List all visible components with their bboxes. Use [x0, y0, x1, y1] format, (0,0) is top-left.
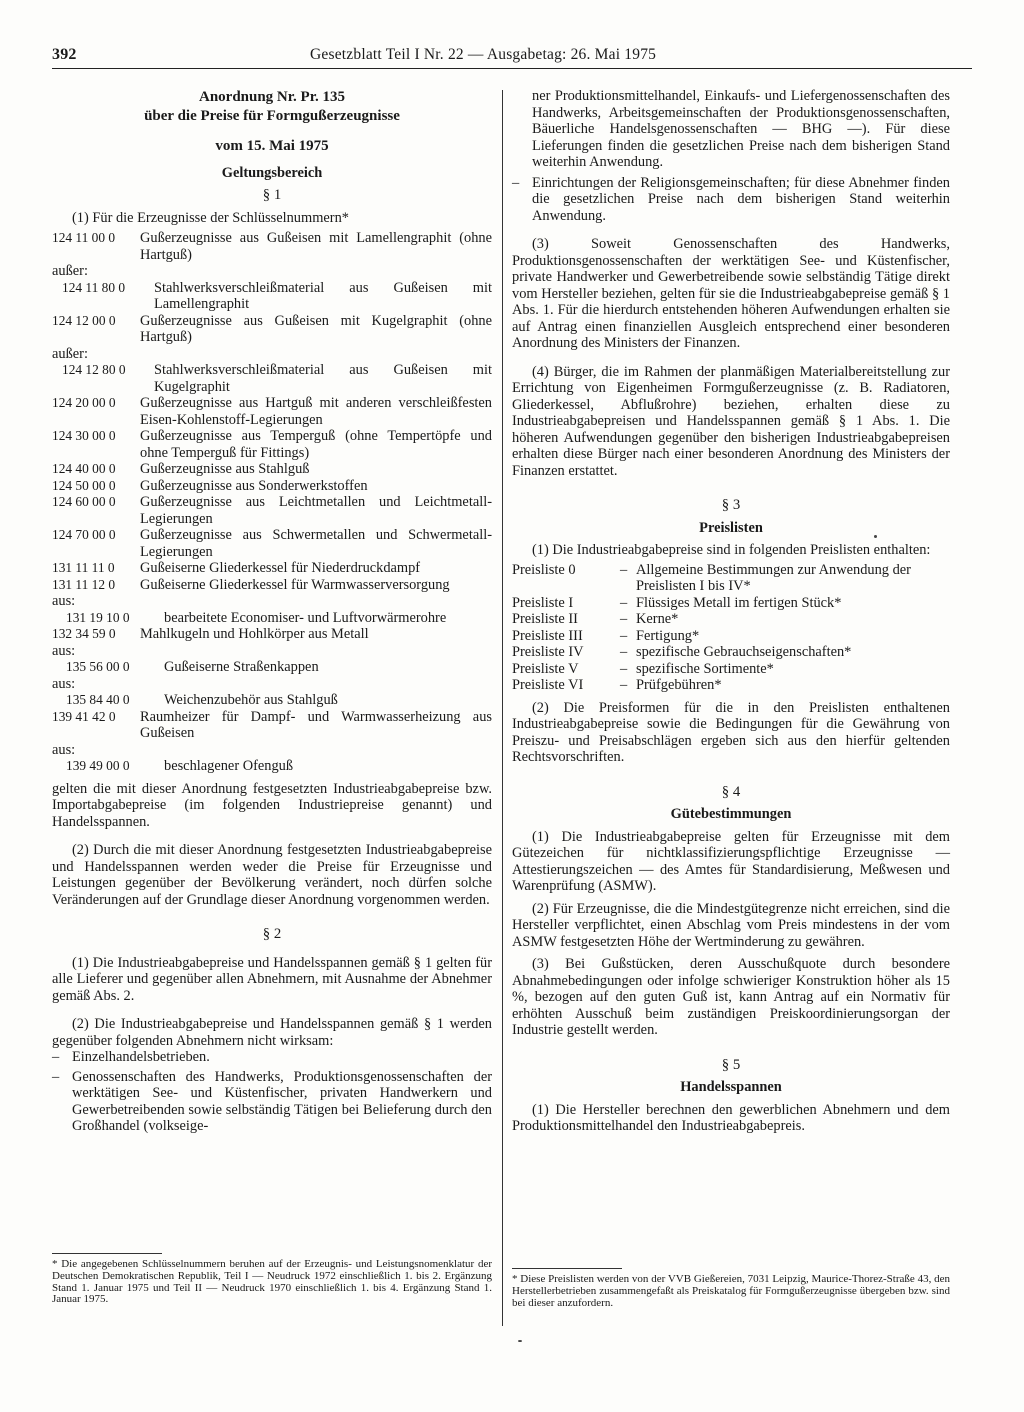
- product-code-row: [52, 230, 492, 263]
- product-code-row: [52, 461, 492, 478]
- section-4-para-2: (2) Für Erzeugnisse, die die Mindestgütegrenze nicht erreichen, sind die Hersteller verpflichtet, einen Abschlag vom Preis mindestens in der vom ASMW festgesetzten Höhe der Wertminderung zu gewähren.: [512, 900, 950, 950]
- scan-speck: [518, 1340, 522, 1342]
- product-code-row: [52, 626, 492, 643]
- product-description: Gußeiserne Straßenkappen: [164, 659, 319, 675]
- section-3-para-1: (1) Die Industrieabgabepreise sind in folgenden Preislisten enthalten:: [532, 542, 931, 558]
- price-list-name: Preisliste IV: [512, 644, 584, 660]
- product-description: Gußerzeugnisse aus Gußeisen mit Lamellengraphit (ohne Hartguß): [140, 230, 492, 263]
- price-list-name: Preisliste I: [512, 594, 574, 611]
- price-list-description: Prüfgebühren*: [636, 677, 722, 693]
- product-code: 124 30 00 0: [52, 428, 116, 443]
- product-code-list: [52, 230, 492, 775]
- price-list-name: Preisliste VI: [512, 677, 584, 693]
- price-list-row: [512, 628, 950, 645]
- code-qualifier: aus:: [52, 741, 76, 758]
- footnote-rule-right: [512, 1268, 622, 1269]
- footnote-left: * Die angegebenen Schlüsselnummern beruhen auf der Erzeugnis- und Leistungsnomenklatur der Deutschen Demokratischen Republik, Teil I — Neudruck 1972 einschließlich 1. bis 2. Ergänzung Stand 1. Januar 1975 und Teil II — Neudruck 1970 einschließlich 1. bis 4. Ergänzung Stand 1. Januar 1975.: [52, 1258, 492, 1306]
- product-code-row: [52, 610, 492, 627]
- product-description: Gußerzeugnisse aus Temperguß (ohne Tempertöpfe und ohne Temperguß für Fittings): [140, 428, 492, 461]
- heading-geltungsbereich: Geltungsbereich: [221, 164, 323, 181]
- product-code-row: [52, 395, 492, 428]
- product-code-row: [52, 758, 492, 775]
- product-code: 135 56 00 0: [66, 659, 130, 674]
- product-code-row: [52, 362, 492, 395]
- product-code: 124 20 00 0: [52, 395, 116, 410]
- product-description: Weichenzubehör aus Stahlguß: [164, 692, 338, 708]
- price-list-description: spezifische Gebrauchseigenschaften*: [636, 644, 852, 660]
- dash-marker: –: [52, 1049, 60, 1065]
- section-4-heading: § 4: [721, 783, 741, 800]
- dash-marker: –: [52, 1068, 60, 1085]
- product-code: 139 49 00 0: [66, 758, 130, 773]
- section-4-para-1: (1) Die Industrieabgabepreise gelten für Erzeugnisse mit dem Gütezeichen für nichtklassifizierungspflichtige Erzeugnisse — Attestierungszeichen — des Amtes für Standardisierung, Meßwesen und Warenprüfung (ASMW).: [512, 828, 950, 894]
- section-2-para-4: (4) Bürger, die im Rahmen der planmäßigen Materialbereitstellung zur Errichtung von Eigenheimen Formgußerzeugnisse (z. B. Radiatoren, Gliederkessel, Abflußrohre) beziehen, erhalten diese zu Industrieabgabepreisen und Handelsspannen gemäß § 1 Abs. 1. Die höheren Aufwendungen gegenüber den bisherigen Industrieabgabepreisen erhalten diese Bürger nach einer besonderen Anordnung des Ministers der Finanzen erstattet.: [512, 363, 950, 479]
- product-description: Gußerzeugnisse aus Sonderwerkstoffen: [140, 477, 368, 494]
- product-code-row: [52, 280, 492, 313]
- product-code: 131 11 11 0: [52, 560, 115, 575]
- price-list-name: Preisliste 0: [512, 561, 576, 578]
- product-code-row: [52, 428, 492, 461]
- ordinance-subject: über die Preise für Formgußerzeugnisse: [144, 108, 400, 124]
- dash-marker: –: [620, 611, 628, 627]
- product-description: Gußerzeugnisse aus Leichtmetallen und Leichtmetall-Legierungen: [140, 494, 492, 527]
- section-3-para-2: (2) Die Preisformen für die in den Preislisten enthaltenen Industrieabgabepreise sowie die Bedingungen für die Gewährung von Preiszu- und Preisabschlägen ergeben sich aus den hierfür geltenden Rechtsvorschriften.: [512, 699, 950, 765]
- section-4-para-3: (3) Bei Gußstücken, deren Ausschußquote durch besondere Abnahmebedingungen oder infolge schwieriger Konstruktion höher als 15 %, bezogen auf den guten Guß ist, kann Antrag auf ein Normativ für erhöhten Ausschuß beim zuständigen Preiskoordinierungsorgan der Industrie gestellt werden.: [512, 956, 950, 1038]
- product-code: 131 11 12 0: [52, 576, 116, 592]
- product-code: 135 84 40 0: [66, 692, 130, 707]
- section-1-heading: § 1: [262, 187, 282, 203]
- exemption-continuation: ner Produktionsmittelhandel, Einkaufs- und Liefergenossenschaften des Handwerks, Arbeitsgemeinschaften der Produktionsgenossenschaften, Bäuerliche Handelsgenossenschaften — BHG —). Für diese Lieferungen finden die gesetzlichen Preise nach dem bisherigen Stand weiterhin Anwendung.: [532, 88, 950, 170]
- price-list-row: [512, 595, 950, 612]
- price-list-row: [512, 562, 950, 595]
- section-1-para-2: (2) Durch die mit dieser Anordnung festgesetzten Industrieabgabepreise und Handelsspannen werden weder die Preise für Erzeugnisse und Leistungen gegenüber der Bevölkerung verändert, noch dürfen solche Veränderungen auf der Grundlage dieser Anordnung vorgenommen werden.: [52, 842, 492, 908]
- price-list-description: Fertigung*: [636, 627, 700, 644]
- product-code: 124 12 80 0: [62, 362, 126, 377]
- section-2-heading: § 2: [262, 926, 282, 942]
- product-description: Gußerzeugnisse aus Stahlguß: [140, 461, 310, 477]
- section-3-heading: § 3: [721, 497, 741, 513]
- section-2-para-1: (1) Die Industrieabgabepreise und Handelsspannen gemäß § 1 gelten für alle Lieferer und gegenüber allen Abnehmern, mit Ausnahme der Abnehmer gemäß Abs. 2.: [52, 954, 492, 1004]
- footnote-rule-left: [52, 1253, 162, 1254]
- gazette-title: Gesetzblatt Teil I Nr. 22 — Ausgabetag: 26. Mai 1975: [310, 46, 657, 63]
- product-code: 124 60 00 0: [52, 494, 116, 509]
- product-description: Mahlkugeln und Hohlkörper aus Metall: [140, 626, 369, 642]
- product-code-row: [52, 313, 492, 346]
- product-code: 124 11 00 0: [52, 230, 116, 245]
- price-list-description: Allgemeine Bestimmungen zur Anwendung der Preislisten I bis IV*: [636, 561, 911, 594]
- product-code: 124 50 00 0: [52, 477, 116, 493]
- section-1-intro: (1) Für die Erzeugnisse der Schlüsselnummern*: [72, 209, 349, 226]
- section-2-para-3: (3) Soweit Genossenschaften des Handwerks, Produktionsgenossenschaften der werktätigen See- und Küstenfischer, private Handwerker und Gewerbetreibende sowie selbständig Tätige direkt vom Hersteller beziehen, gelten für sie die Industrieabgabepreise gemäß § 1 Abs. 1. Für die hierdurch entstehenden höheren Aufwendungen erhalten sie auf Antrag einen finanziellen Ausgleich entsprechend einer besonderen Anordnung des Ministers der Finanzen.: [512, 236, 950, 351]
- code-qualifier: aus:: [52, 593, 76, 609]
- product-code: 124 70 00 0: [52, 527, 116, 542]
- product-code-row: [52, 692, 492, 709]
- product-description: Stahlwerksverschleißmaterial aus Gußeisen mit Kugelgraphit: [154, 362, 492, 395]
- scan-speck: [874, 535, 877, 538]
- product-code: 131 19 10 0: [66, 609, 130, 625]
- product-code: 139 41 42 0: [52, 708, 116, 724]
- exemption-cooperatives: Genossenschaften des Handwerks, Produktionsgenossenschaften der werktätigen See- und Küstenfischer, privaten Handwerkern und Gewerbetreibenden sowie selbständig Tätigen bei Belieferung durch den Großhandel (volkseige-: [72, 1068, 492, 1134]
- dash-marker: –: [620, 660, 628, 677]
- product-code-row: [52, 659, 492, 676]
- price-list-description: Flüssiges Metall im fertigen Stück*: [636, 594, 842, 611]
- price-list-row: [512, 677, 950, 694]
- code-qualifier: außer:: [52, 345, 88, 362]
- product-description: Gußeiserne Gliederkessel für Niederdruckdampf: [140, 560, 421, 576]
- product-description: Gußerzeugnisse aus Gußeisen mit Kugelgraphit (ohne Hartguß): [140, 312, 492, 345]
- dash-marker: –: [620, 627, 628, 644]
- section-4-title: Gütebestimmungen: [670, 806, 792, 822]
- product-description: Gußeiserne Gliederkessel für Warmwasserversorgung: [140, 576, 450, 593]
- product-code: 132 34 59 0: [52, 626, 116, 641]
- column-divider: [502, 90, 503, 1326]
- exemption-religious: Einrichtungen der Religionsgemeinschaften; für diese Abnehmer finden die gesetzlichen Preise nach dem bisherigen Stand weiterhin Anwendung.: [532, 174, 950, 224]
- product-code: 124 12 00 0: [52, 312, 116, 328]
- product-description: Stahlwerksverschleißmaterial aus Gußeisen mit Lamellengraphit: [154, 279, 492, 312]
- left-column: [52, 88, 492, 1135]
- dash-marker: –: [512, 174, 520, 191]
- section-5-para-1: (1) Die Hersteller berechnen den gewerblichen Abnehmern und dem Produktionsmittelhandel den Industrieabgabepreis.: [512, 1101, 950, 1134]
- footnote-right: * Diese Preislisten werden von der VVB Gießereien, 7031 Leipzig, Maurice-Thorez-Straße 43, den Herstellerbetrieben zusammengefaßt als Preiskatalog für Formgußerzeugnisse übergeben bzw. sind bei dieser anzufordern.: [512, 1273, 950, 1309]
- product-code-row: [52, 527, 492, 560]
- product-code: 124 40 00 0: [52, 461, 116, 476]
- dash-marker: –: [620, 677, 628, 693]
- product-description: Gußerzeugnisse aus Schwermetallen und Schwermetall-Legierungen: [140, 527, 492, 560]
- product-code-row: [52, 577, 492, 594]
- product-code-row: [52, 560, 492, 577]
- price-list-name: Preisliste V: [512, 660, 579, 677]
- section-5-heading: § 5: [721, 1056, 741, 1073]
- dash-marker: –: [620, 561, 628, 578]
- dash-marker: –: [620, 644, 628, 660]
- price-list-description: Kerne*: [636, 611, 679, 627]
- code-qualifier: aus:: [52, 642, 76, 659]
- price-list-name: Preisliste II: [512, 611, 578, 627]
- exemption-retail: Einzelhandelsbetrieben.: [72, 1049, 210, 1065]
- product-description: beschlagener Ofenguß: [164, 758, 294, 774]
- header-rule: [52, 68, 972, 69]
- product-code-row: [52, 478, 492, 495]
- price-list-name: Preisliste III: [512, 627, 583, 644]
- ordinance-title: [52, 88, 492, 126]
- price-list-row: [512, 644, 950, 661]
- price-list-table: [512, 562, 950, 694]
- exemption-item: [52, 1069, 492, 1135]
- page-number: 392: [52, 46, 77, 63]
- price-list-row: [512, 661, 950, 678]
- exemption-item: [512, 175, 950, 225]
- product-code-row: [52, 709, 492, 742]
- section-2-para-2: (2) Die Industrieabgabepreise und Handelsspannen gemäß § 1 werden gegenüber folgenden Abnehmern nicht wirksam:: [52, 1016, 492, 1049]
- dash-marker: –: [620, 594, 628, 611]
- code-qualifier: außer:: [52, 263, 88, 279]
- product-description: Gußerzeugnisse aus Hartguß mit anderen verschleißfesten Eisen-Kohlenstoff-Legierungen: [140, 395, 492, 428]
- code-qualifier: aus:: [52, 675, 76, 692]
- ordinance-number: Anordnung Nr. Pr. 135: [198, 89, 345, 105]
- exemption-item: [52, 1049, 492, 1066]
- price-list-description: spezifische Sortimente*: [636, 660, 774, 677]
- section-3-title: Preislisten: [699, 519, 763, 536]
- section-1-para-1-conclusion: gelten die mit dieser Anordnung festgesetzten Industrieabgabepreise bzw. Importabgabepreise (im folgenden Industriepreise genannt) und Handelsspannen.: [52, 780, 492, 830]
- section-5-title: Handelsspannen: [680, 1079, 782, 1095]
- product-code-row: [52, 494, 492, 527]
- price-list-row: [512, 611, 950, 628]
- right-column: [512, 88, 950, 1135]
- ordinance-date: vom 15. Mai 1975: [215, 138, 329, 154]
- product-code: 124 11 80 0: [62, 279, 126, 295]
- product-description: Raumheizer für Dampf- und Warmwasserheizung aus Gußeisen: [140, 708, 492, 741]
- product-description: bearbeitete Economiser- und Luftvorwärmerohre: [164, 609, 447, 626]
